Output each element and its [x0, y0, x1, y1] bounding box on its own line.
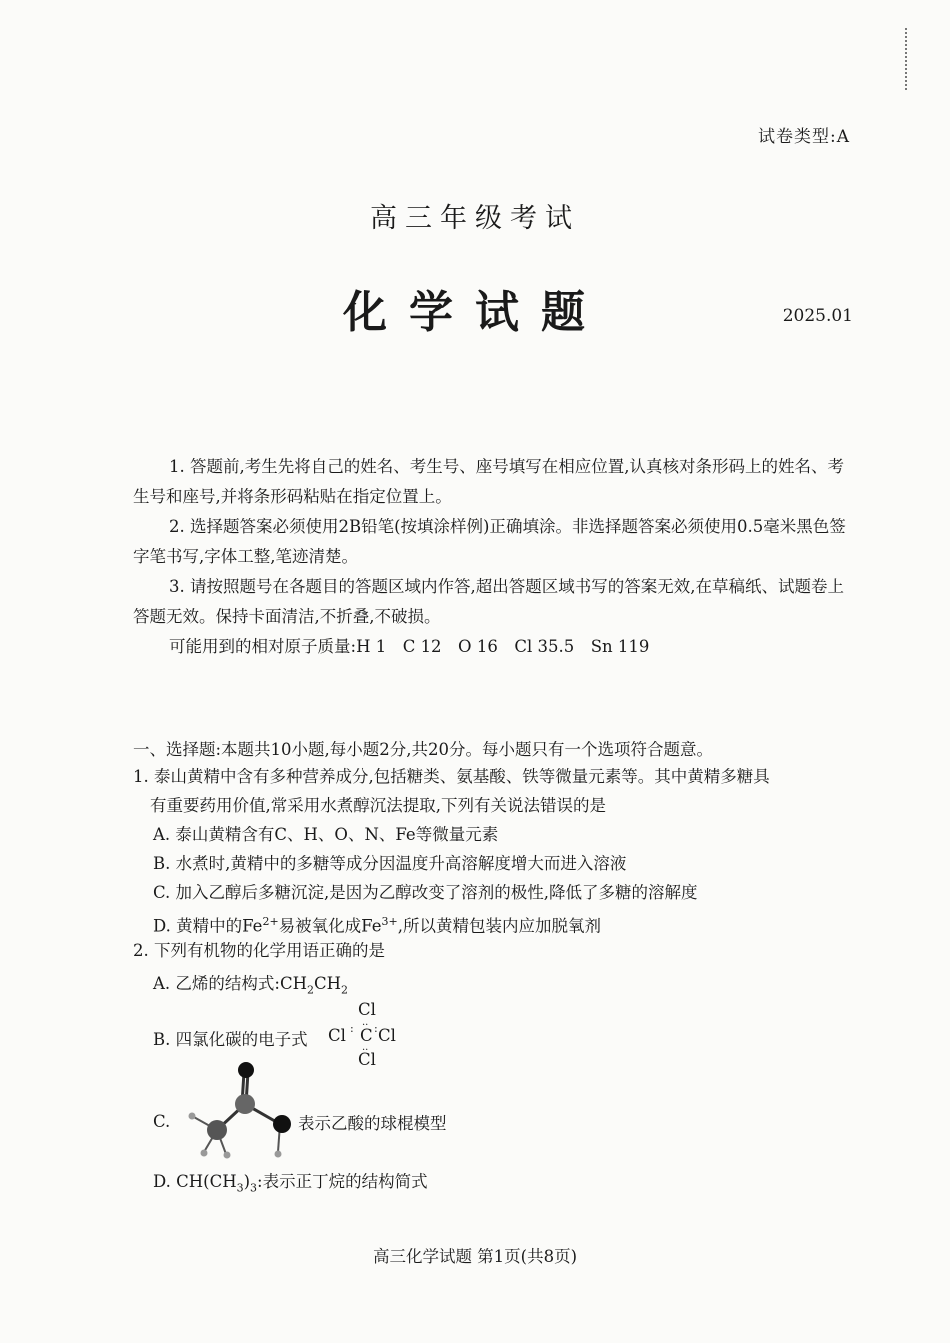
page-title: 化学试题: [343, 287, 607, 338]
lewis-top-cl: Cl: [358, 1000, 376, 1019]
section-heading: 一、选择题:本题共10小题,每小题2分,共20分。每小题只有一个选项符合题意。: [133, 740, 714, 759]
ccl4-lewis-structure: [328, 1000, 408, 1070]
q2-option-b-label: B. 四氯化碳的电子式: [153, 1030, 308, 1049]
instruction-3: 3. 请按照题号在各题目的答题区域内作答,超出答题区域书写的答案无效,在草稿纸、试题卷上答题无效。保持卡面清洁,不折叠,不破损。: [133, 577, 844, 626]
lewis-bottom-cl: Cl: [358, 1050, 376, 1069]
q2-stem: 2. 下列有机物的化学用语正确的是: [133, 941, 385, 960]
lewis-dots-left: :: [350, 1022, 354, 1035]
instruction-1: 1. 答题前,考生先将自己的姓名、考生号、座号填写在相应位置,认真核对条形码上的姓名、考生号和座号,并将条形码粘贴在指定位置上。: [133, 457, 844, 506]
atomic-mass-label: 可能用到的相对原子质量:: [169, 637, 357, 656]
lewis-right-cl: Cl: [378, 1026, 396, 1045]
exam-date: 2025.01: [782, 306, 853, 326]
lewis-center-c: C: [360, 1026, 373, 1045]
q2-option-c-caption: 表示乙酸的球棍模型: [298, 1114, 447, 1133]
lewis-left-cl: Cl: [328, 1026, 346, 1045]
q2-option-a: A. 乙烯的结构式$:CH_2CH_2$: [153, 974, 348, 997]
question-2: [133, 936, 853, 965]
lewis-dots-top: ..: [362, 1017, 369, 1028]
question-1: [133, 762, 853, 941]
q1-option-b: B. 水煮时,黄精中的多糖等成分因温度升高溶解度增大而进入溶液: [153, 854, 627, 873]
q1-stem-line1: 1. 泰山黄精中含有多种营养成分,包括糖类、氨基酸、铁等微量元素等。其中黄精多糖具: [133, 767, 770, 786]
acetic-acid-ball-stick-model: [182, 1060, 302, 1160]
q1-option-a: A. 泰山黄精含有C、H、O、N、Fe等微量元素: [153, 825, 499, 844]
lewis-dots-bottom: ..: [362, 1042, 369, 1053]
q2-option-c-label: C.: [153, 1112, 171, 1131]
instructions: [133, 452, 853, 662]
q1-stem-line2: 有重要药用价值,常采用水煮醇沉法提取,下列有关说法错误的是: [150, 796, 606, 815]
atomic-mass-line: [133, 632, 853, 662]
instruction-2: 2. 选择题答案必须使用2B铅笔(按填涂样例)正确填涂。非选择题答案必须使用0.5毫米黑色签字笔书写,字体工整,笔迹清楚。: [133, 517, 846, 566]
grade-title: 高三年级考试: [370, 203, 580, 234]
q1-option-d: D. 黄精中的$Fe^{2+}$易被氧化成$Fe^{3+}$,所以黄精包装内应加脱氧剂: [153, 915, 601, 936]
q1-option-c: C. 加入乙醇后多糖沉淀,是因为乙醇改变了溶剂的极性,降低了多糖的溶解度: [153, 883, 698, 902]
binding-margin-dots: [905, 28, 913, 90]
lewis-dots-right: :: [374, 1022, 378, 1035]
paper-type-label: 试卷类型:A: [757, 127, 850, 147]
q2-option-d: D. $CH(CH_3)_3$:表示正丁烷的结构简式: [153, 1172, 428, 1195]
atomic-mass-values: H 1 C 12 O 16 Cl 35.5 Sn 119: [356, 637, 650, 656]
page-footer: 高三化学试题 第1页(共8页): [372, 1247, 578, 1266]
